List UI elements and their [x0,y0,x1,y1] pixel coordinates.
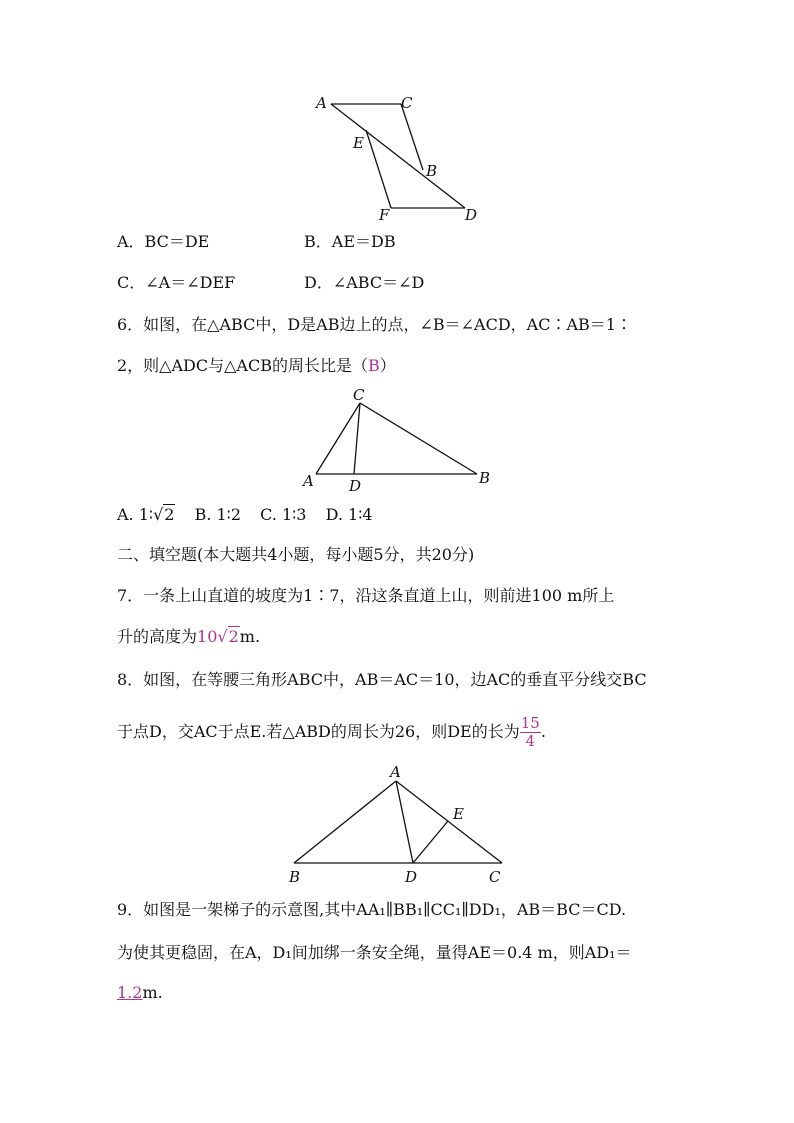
q8-line1: 8．如图，在等腰三角形ABC中，AB＝AC＝10，边AC的垂直平分线交BC [117,670,647,689]
q6-text-end: ） [379,356,396,375]
label-d: D [465,206,478,224]
label-b: B [426,162,438,180]
label-b: B [289,868,301,886]
label-a: A [303,472,314,490]
q8-text: 于点D，交AC于点E.若△ABD的周长为26，则DE的长为 [117,722,520,741]
segment-de [413,821,448,863]
label-f: F [379,206,390,224]
label-c: C [489,868,501,886]
q7-answer-coef: 10 [197,627,218,646]
q6-line1: 6．如图，在△ABC中，D是AB边上的点，∠B＝∠ACD，AC∶AB＝1∶ [117,315,632,334]
label-c: C [401,94,413,112]
fraction-denominator: 4 [525,732,536,750]
q7-line1: 7．一条上山直道的坡度为1∶7，沿这条直道上山，则前进100 m所上 [117,586,615,605]
label-d: D [405,868,418,886]
q5-option-b: B．AE＝DB [304,232,396,251]
label-e: E [453,805,464,823]
q9-line1: 9．如图是一架梯子的示意图,其中AA₁∥BB₁∥CC₁∥DD₁，AB＝BC＝CD. [117,900,627,919]
q6-text: 2，则△ADC与△ACB的周长比是（ [117,356,368,375]
q5-option-a: A．BC＝DE [117,232,210,251]
segment-ac [396,781,502,863]
q9-line3 [117,983,163,1003]
q5-option-c: C．∠A＝∠DEF [117,273,236,292]
q9-unit: m. [142,983,163,1002]
q7-unit: m. [239,627,261,646]
q8-period: . [540,722,546,741]
q7-text: 升的高度为 [117,627,198,646]
q9-line2: 为使其更稳固，在A，D₁间加绑一条安全绳，量得AE＝0.4 m，则AD₁＝ [117,943,632,962]
radicand: 2 [164,505,175,524]
label-a: A [390,763,401,781]
label-e: E [353,134,364,152]
q6-option-b: B. 1∶2 [194,505,242,524]
segment-ad [396,781,413,863]
q6-option-a-text: A. 1∶ [117,505,154,524]
q6-option-d: D. 1∶4 [325,505,373,524]
segment-ab [294,781,396,863]
q9-answer: 1.2 [117,983,143,1002]
label-a: A [316,94,327,112]
q5-option-d: D．∠ABC＝∠D [304,273,425,292]
label-d: D [349,477,362,495]
sqrt-symbol: √2 [217,627,239,646]
sqrt-symbol: √2 [153,505,175,524]
radicand: 2 [228,627,239,646]
q6-answer: B [367,356,380,375]
fraction-numerator: 15 [520,714,540,732]
label-c: C [353,386,365,404]
section-title: 二、填空题(本大题共4小题，每小题5分，共20分) [117,545,475,564]
q6-option-c: C. 1∶3 [260,505,307,524]
label-b: B [479,469,491,487]
